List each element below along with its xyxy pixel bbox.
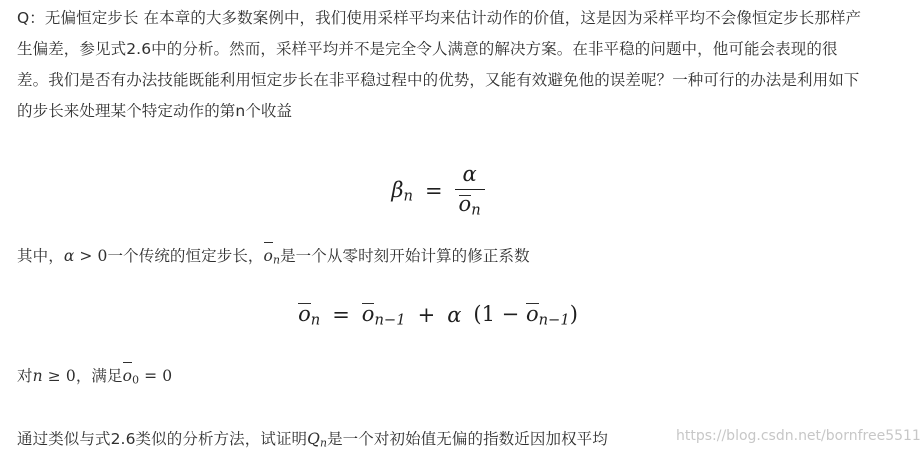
o-bar-n-lhs (298, 302, 320, 329)
formula-recurrence-row (298, 302, 578, 329)
plus-sign: + (417, 303, 436, 328)
initial-condition-line (17, 361, 865, 396)
formula-step-size (0, 164, 876, 222)
beta-n (391, 178, 413, 205)
definition-middle-text: 一个传统的恒定步长， (107, 247, 264, 265)
definition-line (17, 241, 865, 276)
greater-equal-sign: ≥ (47, 367, 61, 385)
n-symbol: n (32, 367, 43, 385)
o-bar-lhs-symbol: o (298, 302, 311, 326)
zero-value: 0 (97, 247, 108, 265)
o-bar-rhs2-symbol: o (525, 302, 539, 326)
parenthesized-term (473, 302, 578, 329)
formula-recurrence (0, 302, 876, 340)
definition-suffix: 是一个从零时刻开始计算的修正系数 (280, 247, 530, 265)
q-n (307, 430, 327, 448)
o-bar-zero-symbol: o (123, 361, 132, 392)
question-title: 无偏恒定步长 (44, 9, 139, 27)
fraction-denominator (455, 194, 485, 218)
fraction-numerator-alpha: α (462, 162, 477, 186)
initial-zero-value: 0 (162, 367, 173, 385)
initial-prefix: 对 (17, 367, 33, 385)
o-bar-zero-subscript: 0 (132, 373, 140, 387)
o-bar-rhs2-subscript: n−1 (538, 311, 570, 329)
right-parenthesis: ) (569, 302, 578, 326)
alpha-symbol: α (63, 247, 75, 265)
o-bar-n-inline (264, 247, 281, 265)
zero-value: 0 (65, 367, 76, 385)
question-paragraph (17, 3, 865, 127)
formula2-equals: = (332, 303, 350, 328)
o-bar-zero (123, 367, 139, 385)
question-body: 在本章的大多数案例中，我们使用采样平均来估计动作的价值，这是因为采样平均不会像恒定步长那样产生偏差，参见式2.6中的分析。然而，采样平均并不是完全令人满意的解决方案。在非平稳的问题中，他可能会表现的很差。我们是否有办法技能既能利用恒定步长在非平稳过程中的优势，又能有效避免他的误差呢？一种可行的办法是利用如下的步长来处理某个特定动作的第n个收益 (17, 9, 862, 120)
initial-equals: = (144, 367, 158, 385)
o-bar-inline-subscript: n (272, 253, 281, 267)
q-subscript: n (319, 436, 328, 450)
o-bar-rhs1-subscript: n−1 (374, 311, 406, 329)
o-bar-subscript: n (471, 201, 481, 219)
o-bar-rhs1-symbol: o (361, 302, 375, 326)
o-bar-symbol: o (458, 192, 472, 216)
o-bar-inline-symbol: o (264, 241, 273, 272)
question-prefix: Q： (17, 9, 45, 27)
minus-sign: − (501, 302, 520, 326)
proof-suffix: 是一个对初始值无偏的指数近因加权平均 (327, 430, 608, 448)
q-symbol: Q (307, 430, 320, 448)
beta-symbol: β (391, 177, 404, 202)
o-bar-lhs-subscript: n (310, 311, 321, 329)
o-bar-n-minus-1-second (525, 302, 570, 329)
fraction-bar (455, 189, 485, 190)
formula1-equals: = (424, 179, 443, 204)
o-bar-n-minus-1-first (362, 302, 406, 329)
one-value: 1 (481, 302, 495, 326)
alpha-coefficient: α (447, 303, 462, 328)
greater-than-sign: > (79, 247, 93, 265)
formula-step-size-row (391, 164, 484, 218)
beta-subscript: n (403, 187, 413, 205)
alpha-over-o-fraction (455, 164, 485, 218)
source-watermark: https://blog.csdn.net/bornfree5511 (676, 428, 921, 444)
proof-prefix: 通过类似与式2.6类似的分析方法，试证明 (17, 430, 308, 448)
definition-prefix: 其中， (17, 247, 64, 265)
initial-middle-text: ，满足 (75, 367, 123, 385)
left-parenthesis: ( (473, 302, 482, 326)
